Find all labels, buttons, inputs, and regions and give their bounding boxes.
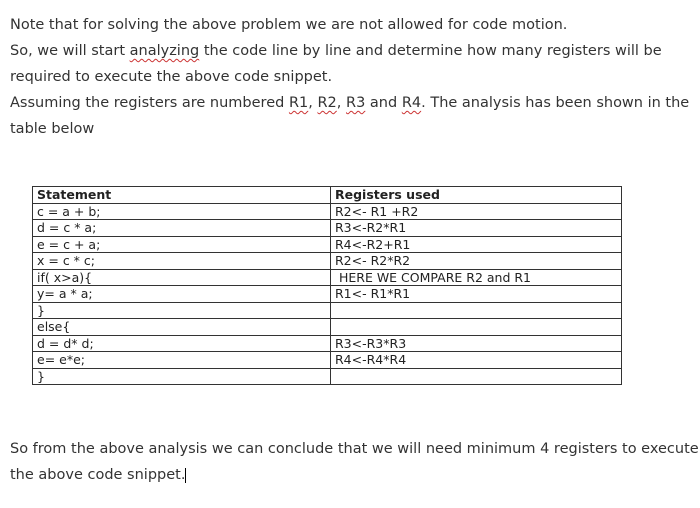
register-r1: R1 (288, 95, 309, 111)
intro-paragraph (10, 12, 700, 142)
table-row (33, 302, 622, 319)
statement-cell: } (33, 302, 331, 319)
registers-cell: R3<-R2*R1 (331, 220, 622, 237)
register-r4: R4 (401, 95, 422, 111)
registers-cell (331, 302, 622, 319)
statement-cell: e = c + a; (33, 236, 331, 253)
statement-cell: x = c * c; (33, 253, 331, 270)
text: So, we will start (10, 43, 130, 59)
text: , (308, 95, 318, 111)
register-r2: R2 (317, 95, 337, 111)
text: Assuming the registers are numbered (10, 95, 289, 111)
table-row (33, 319, 622, 336)
table-header-row (33, 187, 622, 204)
statement-cell: c = a + b; (33, 203, 331, 220)
text-cursor (185, 468, 186, 483)
table-row (33, 368, 622, 385)
registers-cell: HERE WE COMPARE R2 and R1 (331, 269, 622, 286)
text: , (336, 95, 346, 111)
statement-cell: y= a * a; (33, 286, 331, 303)
table-row (33, 286, 622, 303)
registers-cell (331, 368, 622, 385)
text: the code line by line and determine how many registers will be required to execute the above code snippet. (10, 43, 662, 85)
table-row (33, 269, 622, 286)
registers-cell: R4<-R4*R4 (331, 352, 622, 369)
register-analysis-table (32, 186, 622, 385)
text: . The analysis has been shown in the table below (10, 95, 690, 137)
registers-cell: R1<- R1*R1 (331, 286, 622, 303)
spellcheck-word[interactable]: analyzing (129, 43, 200, 59)
intro-line-3 (10, 90, 700, 142)
header-registers-used: Registers used (331, 187, 622, 204)
statement-cell: d = c * a; (33, 220, 331, 237)
registers-cell: R2<- R2*R2 (331, 253, 622, 270)
statement-cell: d = d* d; (33, 335, 331, 352)
register-r3: R3 (346, 95, 366, 111)
table-row (33, 203, 622, 220)
intro-line-1: Note that for solving the above problem we are not allowed for code motion. (10, 17, 568, 33)
table-row (33, 220, 622, 237)
table-row (33, 253, 622, 270)
table-row (33, 335, 622, 352)
registers-cell: R4<-R2+R1 (331, 236, 622, 253)
text: and (365, 95, 402, 111)
statement-cell: e= e*e; (33, 352, 331, 369)
statement-cell: if( x>a){ (33, 269, 331, 286)
conclusion-paragraph (10, 436, 700, 488)
table-row (33, 236, 622, 253)
registers-cell: R3<-R3*R3 (331, 335, 622, 352)
statement-cell: } (33, 368, 331, 385)
table-row (33, 352, 622, 369)
registers-cell: R2<- R1 +R2 (331, 203, 622, 220)
header-statement: Statement (33, 187, 331, 204)
conclusion-text: So from the above analysis we can conclude that we will need minimum 4 registers to execute the above code snippet. (10, 441, 699, 483)
statement-cell: else{ (33, 319, 331, 336)
intro-line-2 (10, 38, 700, 90)
registers-cell (331, 319, 622, 336)
